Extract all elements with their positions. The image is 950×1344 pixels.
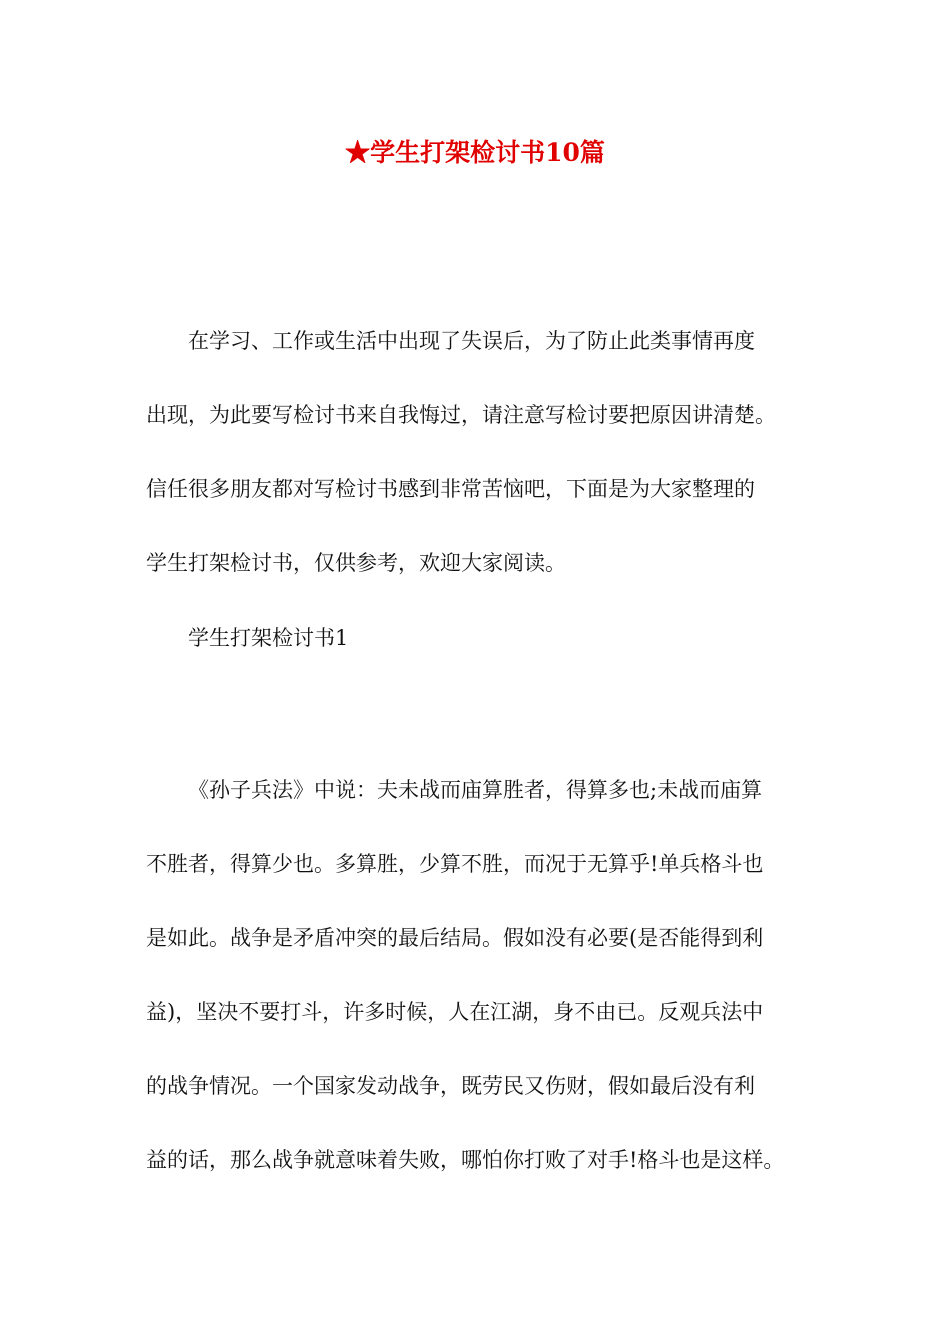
intro-line: 学生打架检讨书，仅供参考，欢迎大家阅读。 [146,551,566,575]
section-line: 不胜者，得算少也。多算胜，少算不胜，而况于无算乎!单兵格斗也 [146,852,764,876]
section-line: 益)，坚决不要打斗，许多时候，人在江湖，身不由已。反观兵法中 [146,1000,764,1024]
section-heading [146,601,826,675]
section-heading-text: 学生打架检讨书1 [188,626,349,650]
section-line: 《孙子兵法》中说：夫未战而庙算胜者，得算多也;未战而庙算 [188,778,763,802]
section-line: 的战争情况。一个国家发动战争，既劳民又伤财，假如最后没有利 [146,1074,755,1098]
section-line: 是如此。战争是矛盾冲突的最后结局。假如没有必要(是否能得到利 [146,926,764,950]
intro-line: 出现，为此要写检讨书来自我悔过，请注意写检讨要把原因讲清楚。 [146,403,776,427]
intro-line: 信任很多朋友都对写检讨书感到非常苦恼吧，下面是为大家整理的 [146,477,755,501]
document-title: ★学生打架检讨书10篇 [345,138,605,167]
section-line: 益的话，那么战争就意味着失败，哪怕你打败了对手!格斗也是这样。 [146,1148,785,1172]
intro-paragraph [146,304,826,600]
intro-line: 在学习、工作或生活中出现了失误后，为了防止此类事情再度 [188,329,755,353]
section-paragraph [146,753,826,1197]
